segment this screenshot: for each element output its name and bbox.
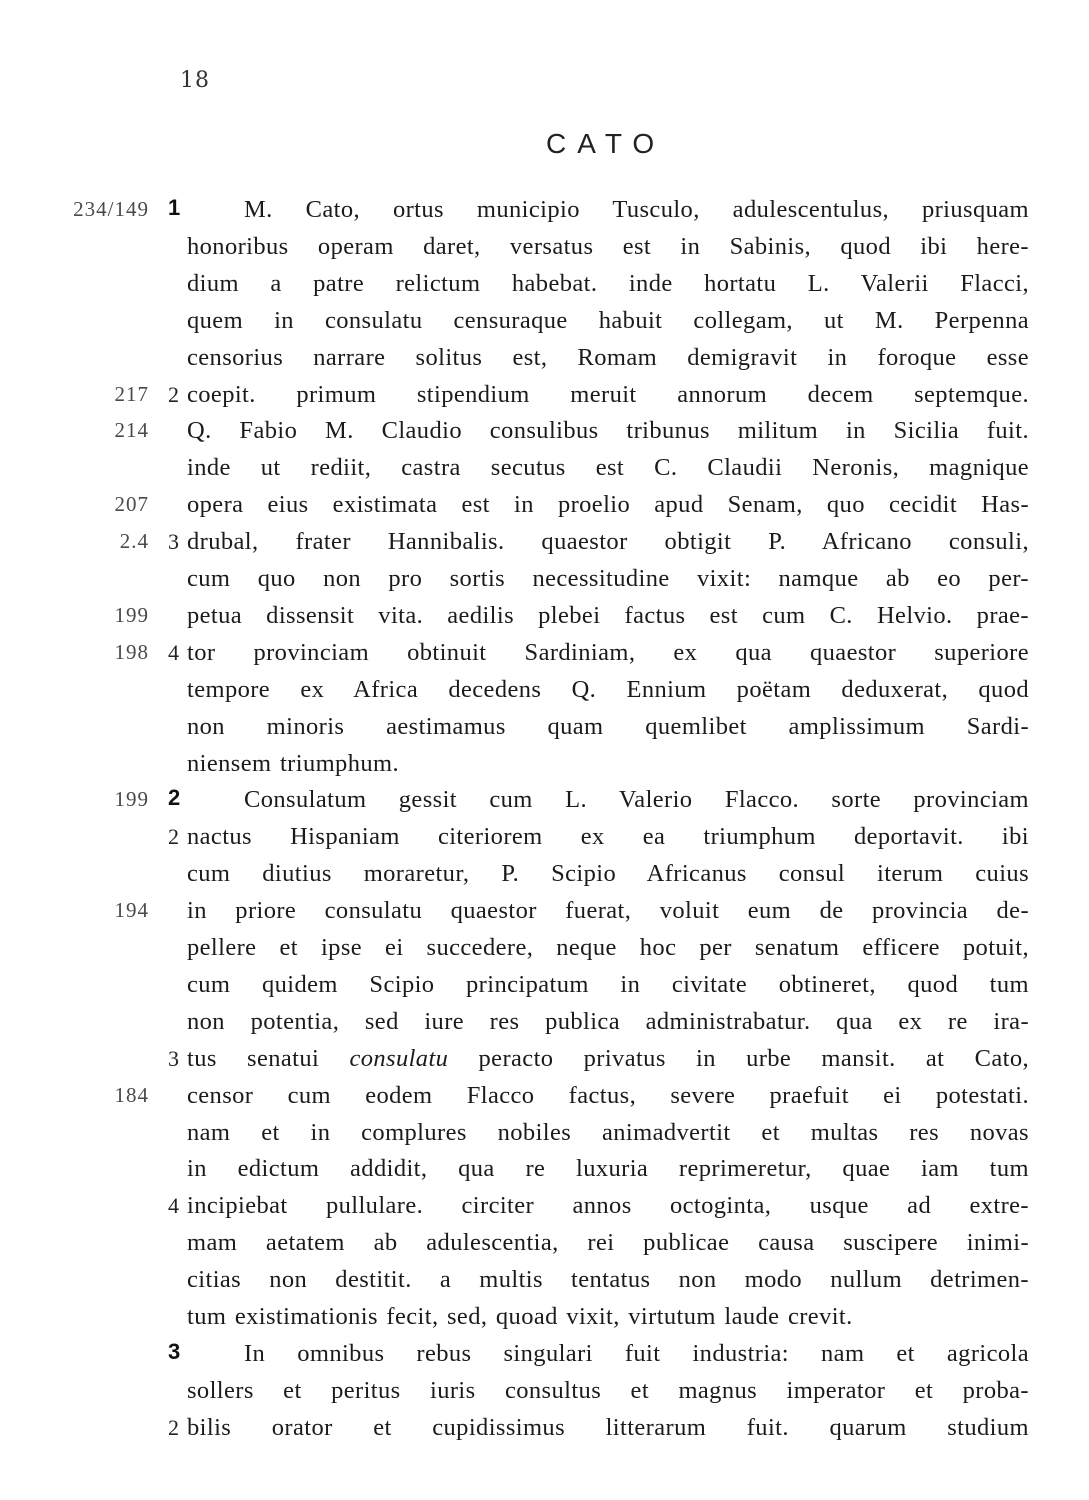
chapter-title: CATO — [546, 128, 666, 159]
margin-year: 199 — [114, 787, 149, 812]
line-text: opera eius existimata est in proelio apud Senam, quo cecidit Has- — [187, 491, 1029, 519]
text-line — [0, 747, 1089, 781]
line-text: quem in consulatu censuraque habuit collegam, ut M. Perpenna — [187, 306, 1029, 334]
section-number: 2 — [168, 785, 181, 811]
text-line — [0, 414, 1089, 448]
line-text: Q. Fabio M. Claudio consulibus tribunus militum in Sicilia fuit. — [187, 417, 1029, 445]
paragraph-number: 3 — [168, 529, 179, 555]
line-text: in priore consulatu quaestor fuerat, voluit eum de provincia de- — [187, 897, 1029, 925]
line-text: In omnibus rebus singulari fuit industria: nam et agricola — [244, 1339, 1029, 1367]
text-line — [0, 1042, 1089, 1076]
line-text: tus senatui consulatu peracto privatus in urbe mansit. at Cato, — [187, 1044, 1029, 1072]
text-line — [0, 1337, 1089, 1371]
paragraph-number: 2 — [168, 1414, 179, 1440]
line-text: tor provinciam obtinuit Sardiniam, ex qua quaestor superiore — [187, 638, 1029, 666]
text-line — [0, 1005, 1089, 1039]
line-text: niensem triumphum. — [187, 749, 399, 777]
line-text: petua dissensit vita. aedilis plebei factus est cum C. Helvio. prae- — [187, 601, 1029, 629]
text-line — [0, 599, 1089, 633]
text-line — [0, 451, 1089, 485]
line-text: dium a patre relictum habebat. inde hortatu L. Valerii Flacci, — [187, 269, 1029, 297]
line-text: mam aetatem ab adulescentia, rei publicae causa suscipere inimi- — [187, 1229, 1029, 1257]
line-text: in edictum addidit, qua re luxuria reprimeretur, quae iam tum — [187, 1155, 1029, 1183]
margin-year: 207 — [114, 492, 149, 517]
line-text: cum quo non pro sortis necessitudine vixit: namque ab eo per- — [187, 565, 1029, 592]
line-text: nactus Hispaniam citeriorem ex ea triumphum deportavit. ibi — [187, 823, 1029, 851]
line-text: citias non destitit. a multis tentatus non modo nullum detrimen- — [187, 1266, 1029, 1294]
text-line — [0, 710, 1089, 744]
line-text: inde ut rediit, castra secutus est C. Claudii Neronis, magnique — [187, 454, 1029, 482]
margin-year: 194 — [114, 898, 149, 923]
text-line — [0, 193, 1089, 227]
text-line — [0, 1079, 1089, 1113]
page-number: 18 — [180, 68, 210, 93]
paragraph-number: 2 — [168, 381, 179, 407]
text-line — [0, 341, 1089, 375]
line-text: censorius narrare solitus est, Romam demigravit in foroque esse — [187, 343, 1029, 371]
line-text: coepit. primum stipendium meruit annorum decem septemque. — [187, 380, 1029, 408]
paragraph-number: 2 — [168, 824, 179, 850]
line-text: tum existimationis fecit, sed, quoad vixit, virtutum laude crevit. — [187, 1303, 853, 1330]
text-line — [0, 783, 1089, 817]
margin-year: 199 — [114, 602, 149, 627]
line-text: non potentia, sed iure res publica administrabatur. qua ex re ira- — [187, 1007, 1029, 1035]
section-number: 3 — [168, 1338, 181, 1364]
text-line — [0, 562, 1089, 596]
line-text: cum diutius moraretur, P. Scipio Africanus consul iterum cuius — [187, 860, 1029, 888]
margin-year: 198 — [114, 639, 149, 664]
text-line — [0, 673, 1089, 707]
text-line — [0, 1226, 1089, 1260]
margin-year: 214 — [114, 418, 149, 443]
text-line — [0, 894, 1089, 928]
line-text: cum quidem Scipio principatum in civitate obtineret, quod tum — [187, 970, 1029, 998]
line-text: nam et in complures nobiles animadvertit et multas res novas — [187, 1118, 1029, 1146]
line-text: Consulatum gessit cum L. Valerio Flacco. sorte provinciam — [244, 786, 1029, 814]
text-line — [0, 1152, 1089, 1186]
text-line — [0, 931, 1089, 965]
text-line — [0, 968, 1089, 1002]
line-text: incipiebat pullulare. circiter annos octoginta, usque ad extre- — [187, 1192, 1029, 1220]
text-line — [0, 1411, 1089, 1445]
text-line — [0, 267, 1089, 301]
line-text: bilis orator et cupidissimus litterarum fuit. quarum studium — [187, 1413, 1029, 1441]
text-line — [0, 525, 1089, 559]
line-text: censor cum eodem Flacco factus, severe praefuit ei potestati. — [187, 1081, 1029, 1109]
text-line — [0, 1300, 1089, 1334]
margin-year: 234/149 — [73, 197, 149, 221]
text-line — [0, 1116, 1089, 1150]
text-line — [0, 636, 1089, 670]
paragraph-number: 4 — [168, 1193, 179, 1219]
line-text: sollers et peritus iuris consultus et magnus imperator et proba- — [187, 1376, 1029, 1404]
line-text: drubal, frater Hannibalis. quaestor obtigit P. Africano consuli, — [187, 528, 1029, 556]
margin-year: 217 — [114, 381, 149, 406]
margin-year: 184 — [114, 1082, 149, 1107]
line-text: non minoris aestimamus quam quemlibet amplissimum Sardi- — [187, 712, 1029, 740]
italic-word: consulatu — [349, 1044, 449, 1072]
paragraph-number: 3 — [168, 1045, 179, 1071]
line-text: M. Cato, ortus municipio Tusculo, adulescentulus, priusquam — [244, 196, 1029, 223]
text-line — [0, 488, 1089, 522]
text-line — [0, 304, 1089, 338]
text-line — [0, 1263, 1089, 1297]
line-text: tempore ex Africa decedens Q. Ennium poëtam deduxerat, quod — [187, 675, 1029, 703]
text-line — [0, 820, 1089, 854]
line-text: honoribus operam daret, versatus est in Sabinis, quod ibi here- — [187, 232, 1029, 260]
text-line — [0, 1374, 1089, 1408]
line-text: pellere et ipse ei succedere, neque hoc per senatum efficere potuit, — [187, 934, 1029, 961]
text-line — [0, 1189, 1089, 1223]
margin-year: 2.4 — [119, 529, 149, 554]
text-line — [0, 230, 1089, 264]
section-number: 1 — [168, 195, 181, 220]
text-line — [0, 378, 1089, 412]
text-line — [0, 857, 1089, 891]
paragraph-number: 4 — [168, 639, 179, 665]
